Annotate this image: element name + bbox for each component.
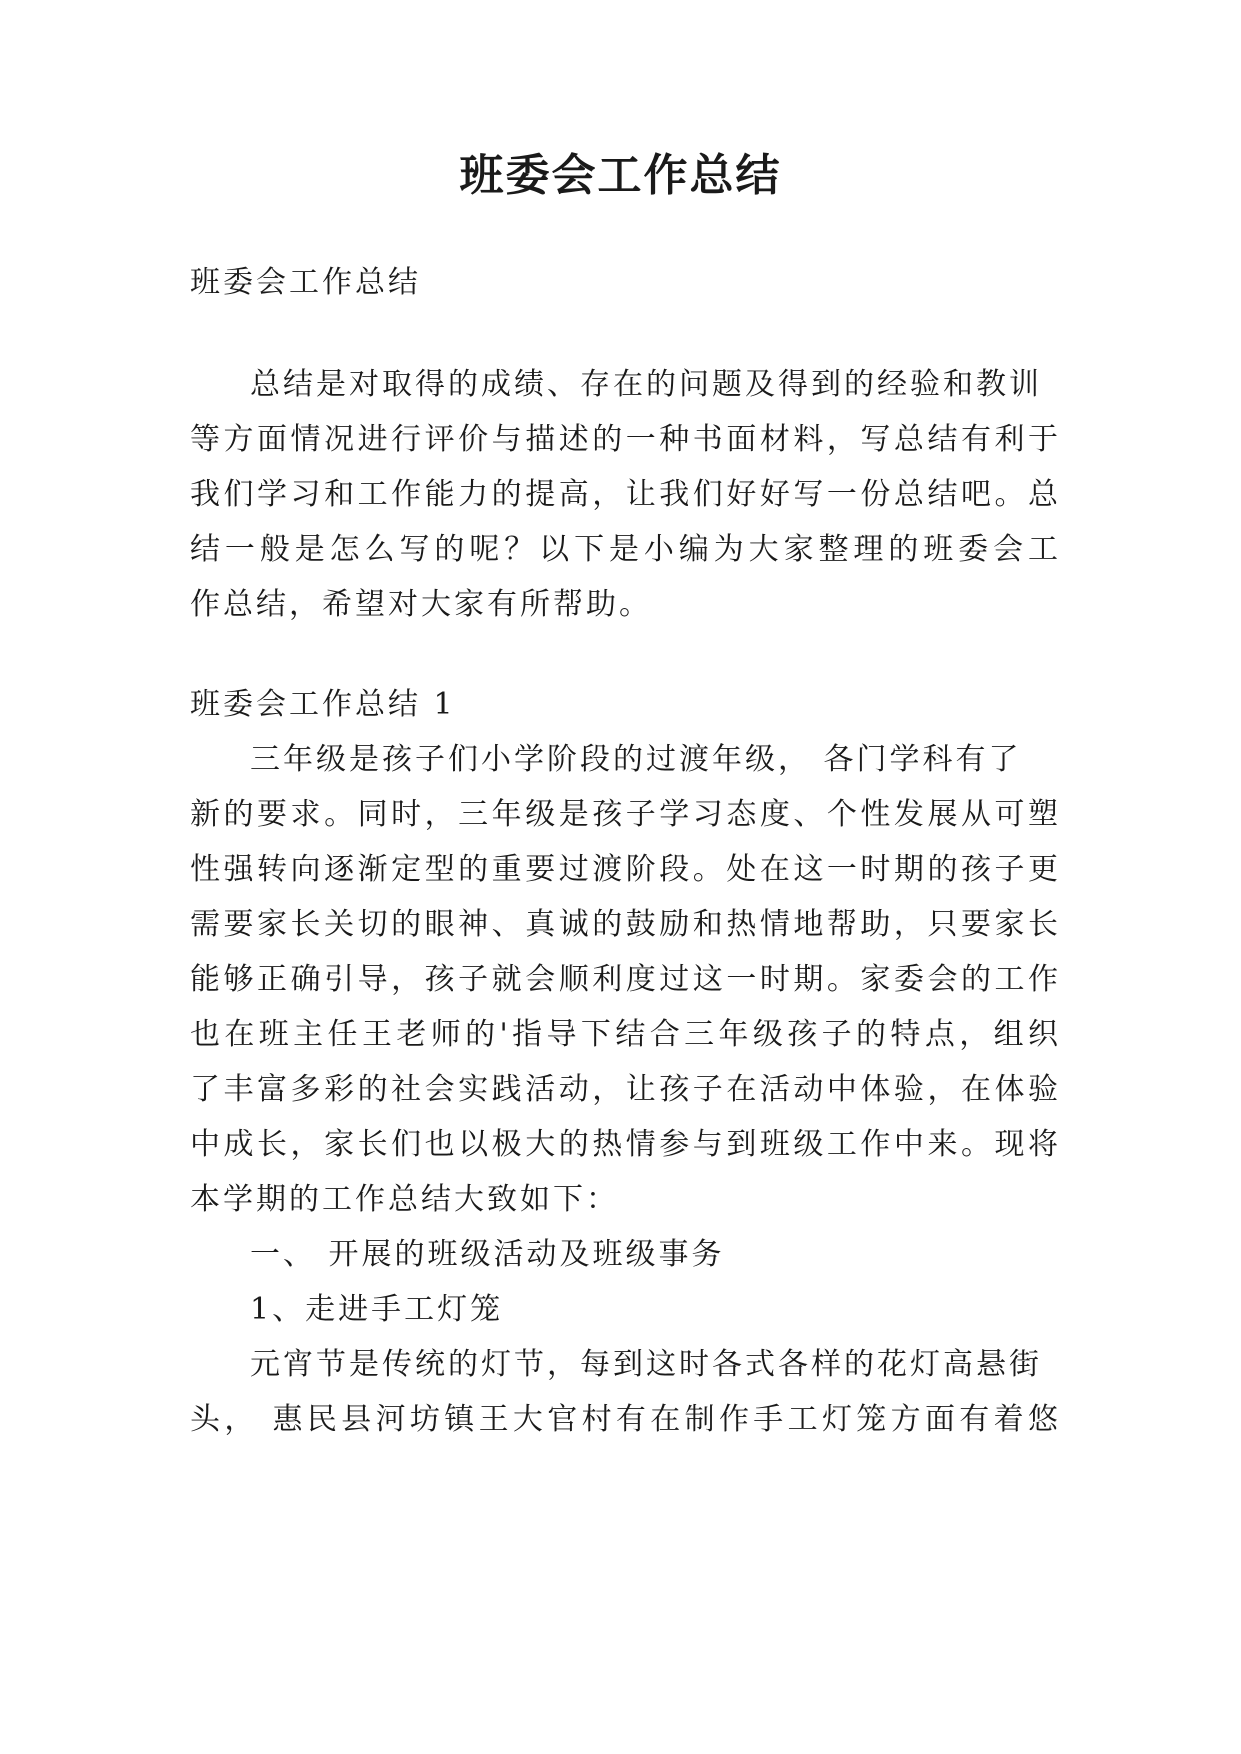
closing-line: 头， 惠民县河坊镇王大官村有在制作手工灯笼方面有着悠 xyxy=(190,1402,1058,1437)
section-line: 能够正确引导，孩子就会顺利度过这一时期。家委会的工作 xyxy=(190,962,1058,997)
section-heading: 班委会工作总结 1 xyxy=(190,687,456,722)
document-subtitle: 班委会工作总结 xyxy=(190,265,421,300)
section-line: 本学期的工作总结大致如下： xyxy=(190,1182,619,1217)
sub-item-heading: 1、走进手工灯笼 xyxy=(250,1292,504,1327)
intro-line: 等方面情况进行评价与描述的一种书面材料，写总结有利于 xyxy=(190,422,1058,457)
section-line: 也在班主任王老师的'指导下结合三年级孩子的特点，组织 xyxy=(190,1017,1058,1052)
intro-line: 结一般是怎么写的呢？以下是小编为大家整理的班委会工 xyxy=(190,532,1058,567)
section-line: 了丰富多彩的社会实践活动，让孩子在活动中体验，在体验 xyxy=(190,1072,1058,1107)
section-line: 新的要求。同时，三年级是孩子学习态度、个性发展从可塑 xyxy=(190,797,1058,832)
section-line: 三年级是孩子们小学阶段的过渡年级， 各门学科有了 xyxy=(250,742,1022,777)
item-heading: 一、 开展的班级活动及班级事务 xyxy=(250,1237,725,1272)
section-line: 中成长，家长们也以极大的热情参与到班级工作中来。现将 xyxy=(190,1127,1058,1162)
section-line: 性强转向逐渐定型的重要过渡阶段。处在这一时期的孩子更 xyxy=(190,852,1058,887)
closing-line: 元宵节是传统的灯节，每到这时各式各样的花灯高悬街 xyxy=(250,1347,1042,1382)
section-line: 需要家长关切的眼神、真诚的鼓励和热情地帮助，只要家长 xyxy=(190,907,1058,942)
document-title: 班委会工作总结 xyxy=(459,150,782,201)
intro-line: 我们学习和工作能力的提高，让我们好好写一份总结吧。总 xyxy=(190,477,1058,512)
intro-line: 总结是对取得的成绩、存在的问题及得到的经验和教训 xyxy=(250,367,1042,402)
intro-line: 作总结，希望对大家有所帮助。 xyxy=(190,587,652,622)
